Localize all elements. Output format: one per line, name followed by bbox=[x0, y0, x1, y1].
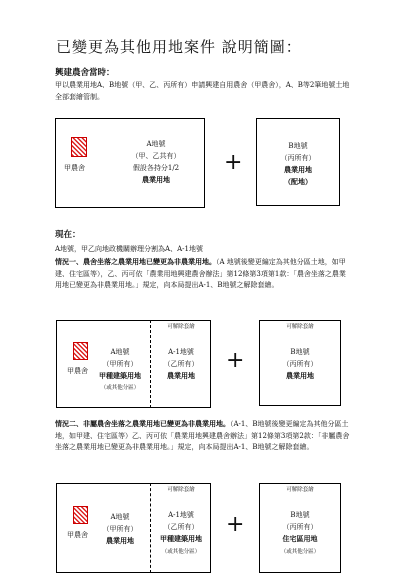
lot-b-use: 農業用地 bbox=[286, 371, 314, 380]
farmhouse-label: 甲農舍 bbox=[64, 164, 85, 172]
lot-a1-note: （或其他分區） bbox=[161, 549, 201, 555]
case2-text: （A-1、B地號後變更編定為其他分區土地，如甲建、住宅區等）乙、丙可依「農業用地興建農舍辦法」第12條第3項第2款：「非屬農舍坐落之農業用地已變更為非農業用地。」規定，向本局提出A-1、B地號之解除套繪。 bbox=[55, 420, 350, 451]
plus-sign: + bbox=[224, 150, 243, 175]
farmhouse-label: 甲農舍 bbox=[67, 531, 88, 539]
farmhouse-icon bbox=[73, 342, 88, 360]
split-line bbox=[150, 483, 151, 573]
lot-a-label: A地號 bbox=[110, 348, 130, 356]
lot-b-note: （或其他分區） bbox=[280, 549, 320, 555]
lot-b-note: （配地） bbox=[284, 177, 312, 186]
farmhouse-label: 甲農舍 bbox=[67, 367, 88, 375]
lot-a-use: 農業用地 bbox=[106, 536, 134, 545]
lot-a1-use: 甲種建築用地 bbox=[160, 534, 202, 543]
section-heading-now: 現在： bbox=[55, 230, 81, 240]
lot-b-release-label: 可解除套繪 bbox=[286, 487, 314, 493]
lot-b-owner: （丙所有） bbox=[280, 154, 316, 162]
lot-b-owner: （丙所有） bbox=[282, 523, 318, 531]
lot-a-label: A地號 bbox=[110, 513, 130, 521]
lot-a1-use: 農業用地 bbox=[167, 371, 195, 380]
case2-label: 情況二、非屬農舍坐落之農業用地已變更為非農業用地。 bbox=[55, 419, 230, 428]
lot-b-label: B地號 bbox=[288, 142, 308, 150]
case1-text: （A 地號後變更編定為其他分區土地，如甲建、住宅區等），乙、丙可依「農業用地興建農舍辦法」第12條第3項第1款：「農舍坐落之農業用地已變更為非農業用地。」規定，向本局提出A-1、B地號之解除套繪。 bbox=[55, 258, 346, 289]
lot-a-note: （或其他分區） bbox=[100, 385, 140, 391]
case1-paragraph bbox=[55, 256, 350, 292]
lot-b-use: 農業用地 bbox=[284, 165, 312, 174]
section-heading-then: 興建農舍當時： bbox=[55, 68, 115, 78]
diagram-then-left-box bbox=[55, 118, 205, 208]
page-title: 已變更為其他用地案件 說明簡圖： bbox=[56, 38, 302, 56]
lot-a1-release-label: 可解除套繪 bbox=[167, 487, 195, 493]
lot-a-owner: （甲所有） bbox=[102, 525, 138, 533]
farmhouse-icon bbox=[73, 506, 88, 524]
section-intro-now: A地號，甲乙向地政機關辦理分割為A、A-1地號 bbox=[55, 245, 203, 253]
lot-a1-release-label: 可解除套繪 bbox=[167, 324, 195, 330]
lot-a1-owner: （乙所有） bbox=[163, 360, 199, 368]
split-line bbox=[150, 320, 151, 408]
lot-b-label: B地號 bbox=[290, 511, 310, 519]
lot-a1-label: A-1地號 bbox=[168, 511, 194, 519]
farmhouse-icon bbox=[71, 137, 87, 157]
section-paragraph-then: 甲以農業用地A、B地號（甲、乙、丙所有）申請興建自用農舍（甲農舍），A、B等2筆地號土地全部套繪管制。 bbox=[55, 81, 350, 101]
diagram1-right-box bbox=[259, 320, 341, 406]
lot-a-use: 農業用地 bbox=[142, 175, 170, 184]
plus-sign: + bbox=[226, 512, 245, 537]
lot-a1-owner: （乙所有） bbox=[163, 523, 199, 531]
lot-a-share: 假設各持分1/2 bbox=[132, 164, 180, 172]
case2-paragraph bbox=[55, 418, 350, 454]
lot-a-owner: （甲、乙共有） bbox=[131, 152, 181, 160]
diagram-then-right-box bbox=[256, 118, 340, 206]
lot-a-use: 甲種建築用地 bbox=[99, 371, 141, 380]
lot-b-use: 住宅區用地 bbox=[282, 534, 318, 543]
lot-b-release-label: 可解除套繪 bbox=[286, 324, 314, 330]
diagram2-left-box bbox=[56, 483, 211, 573]
diagram1-left-box bbox=[56, 320, 211, 408]
plus-sign: + bbox=[226, 348, 245, 373]
lot-b-label: B地號 bbox=[290, 348, 310, 356]
case1-label: 情況一、農舍坐落之農業用地已變更為非農業用地。 bbox=[55, 257, 216, 266]
diagram2-right-box bbox=[259, 483, 341, 573]
lot-a-label: A地號 bbox=[146, 140, 166, 148]
lot-a-owner: （甲所有） bbox=[102, 360, 138, 368]
lot-a1-label: A-1地號 bbox=[168, 348, 194, 356]
lot-b-owner: （丙所有） bbox=[282, 360, 318, 368]
